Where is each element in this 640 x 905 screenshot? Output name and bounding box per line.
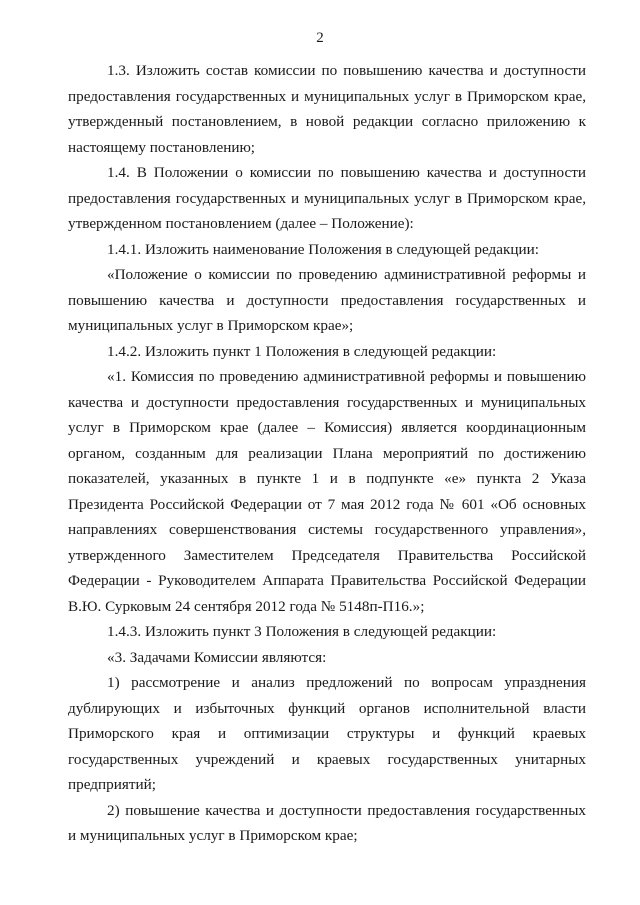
paragraph-quote-item-3: «3. Задачами Комиссии являются: — [107, 648, 327, 666]
page-number: 2 — [316, 30, 324, 46]
document-body — [68, 58, 586, 849]
paragraph-task-1: 1) рассмотрение и анализ предложений по вопросам упразднения дублирующих и избыточных функций органов исполнительной власти Приморского края и оптимизации структуры и функций краевых государственных учреждений и краевых государственных унитарных предприятий; — [68, 674, 586, 793]
paragraph-task-2: 2) повышение качества и доступности предоставления государственных и муниципальных услуг в Приморском крае; — [68, 801, 586, 844]
paragraph-1-3: 1.3. Изложить состав комиссии по повышению качества и доступности предоставления государственных и муниципальных услуг в Приморском крае, утвержденный постановлением, в новой редакции согласно приложению к настоящему постановлению; — [68, 62, 586, 156]
paragraph-1-4: 1.4. В Положении о комиссии по повышению качества и доступности предоставления государственных и муниципальных услуг в Приморском крае, утвержденном постановлением (далее – Положение): — [68, 164, 586, 232]
paragraph-1-4-2: 1.4.2. Изложить пункт 1 Положения в следующей редакции: — [107, 342, 497, 360]
paragraph-1-4-3: 1.4.3. Изложить пункт 3 Положения в следующей редакции: — [107, 623, 497, 640]
paragraph-1-4-1: 1.4.1. Изложить наименование Положения в следующей редакции: — [107, 240, 539, 258]
paragraph-quote-item-1: «1. Комиссия по проведению административной реформы и повышению качества и доступности предоставления государственных и муниципальных услуг в Приморском крае (далее – Комиссия) является координационным органом, созданным для реализации Плана мероприятий по достижению показателей, указанных в пункте 1 и в подпункте «е» пункта 2 Указа Президента Российской Федерации от 7 мая 2012 года № 601 «Об основных направлениях совершенствования системы государственного управления», утвержденного Заместителем Председателя Правительства Российской Федерации - Руководителем Аппарата Правительства Российской Федерации В.Ю. Сурковым 24 сентября 2012 года № 5148п-П16.»; — [68, 368, 586, 615]
paragraph-quote-title: «Положение о комиссии по проведению административной реформы и повышению качества и доступности предоставления государственных и муниципальных услуг в Приморском крае»; — [68, 266, 586, 334]
